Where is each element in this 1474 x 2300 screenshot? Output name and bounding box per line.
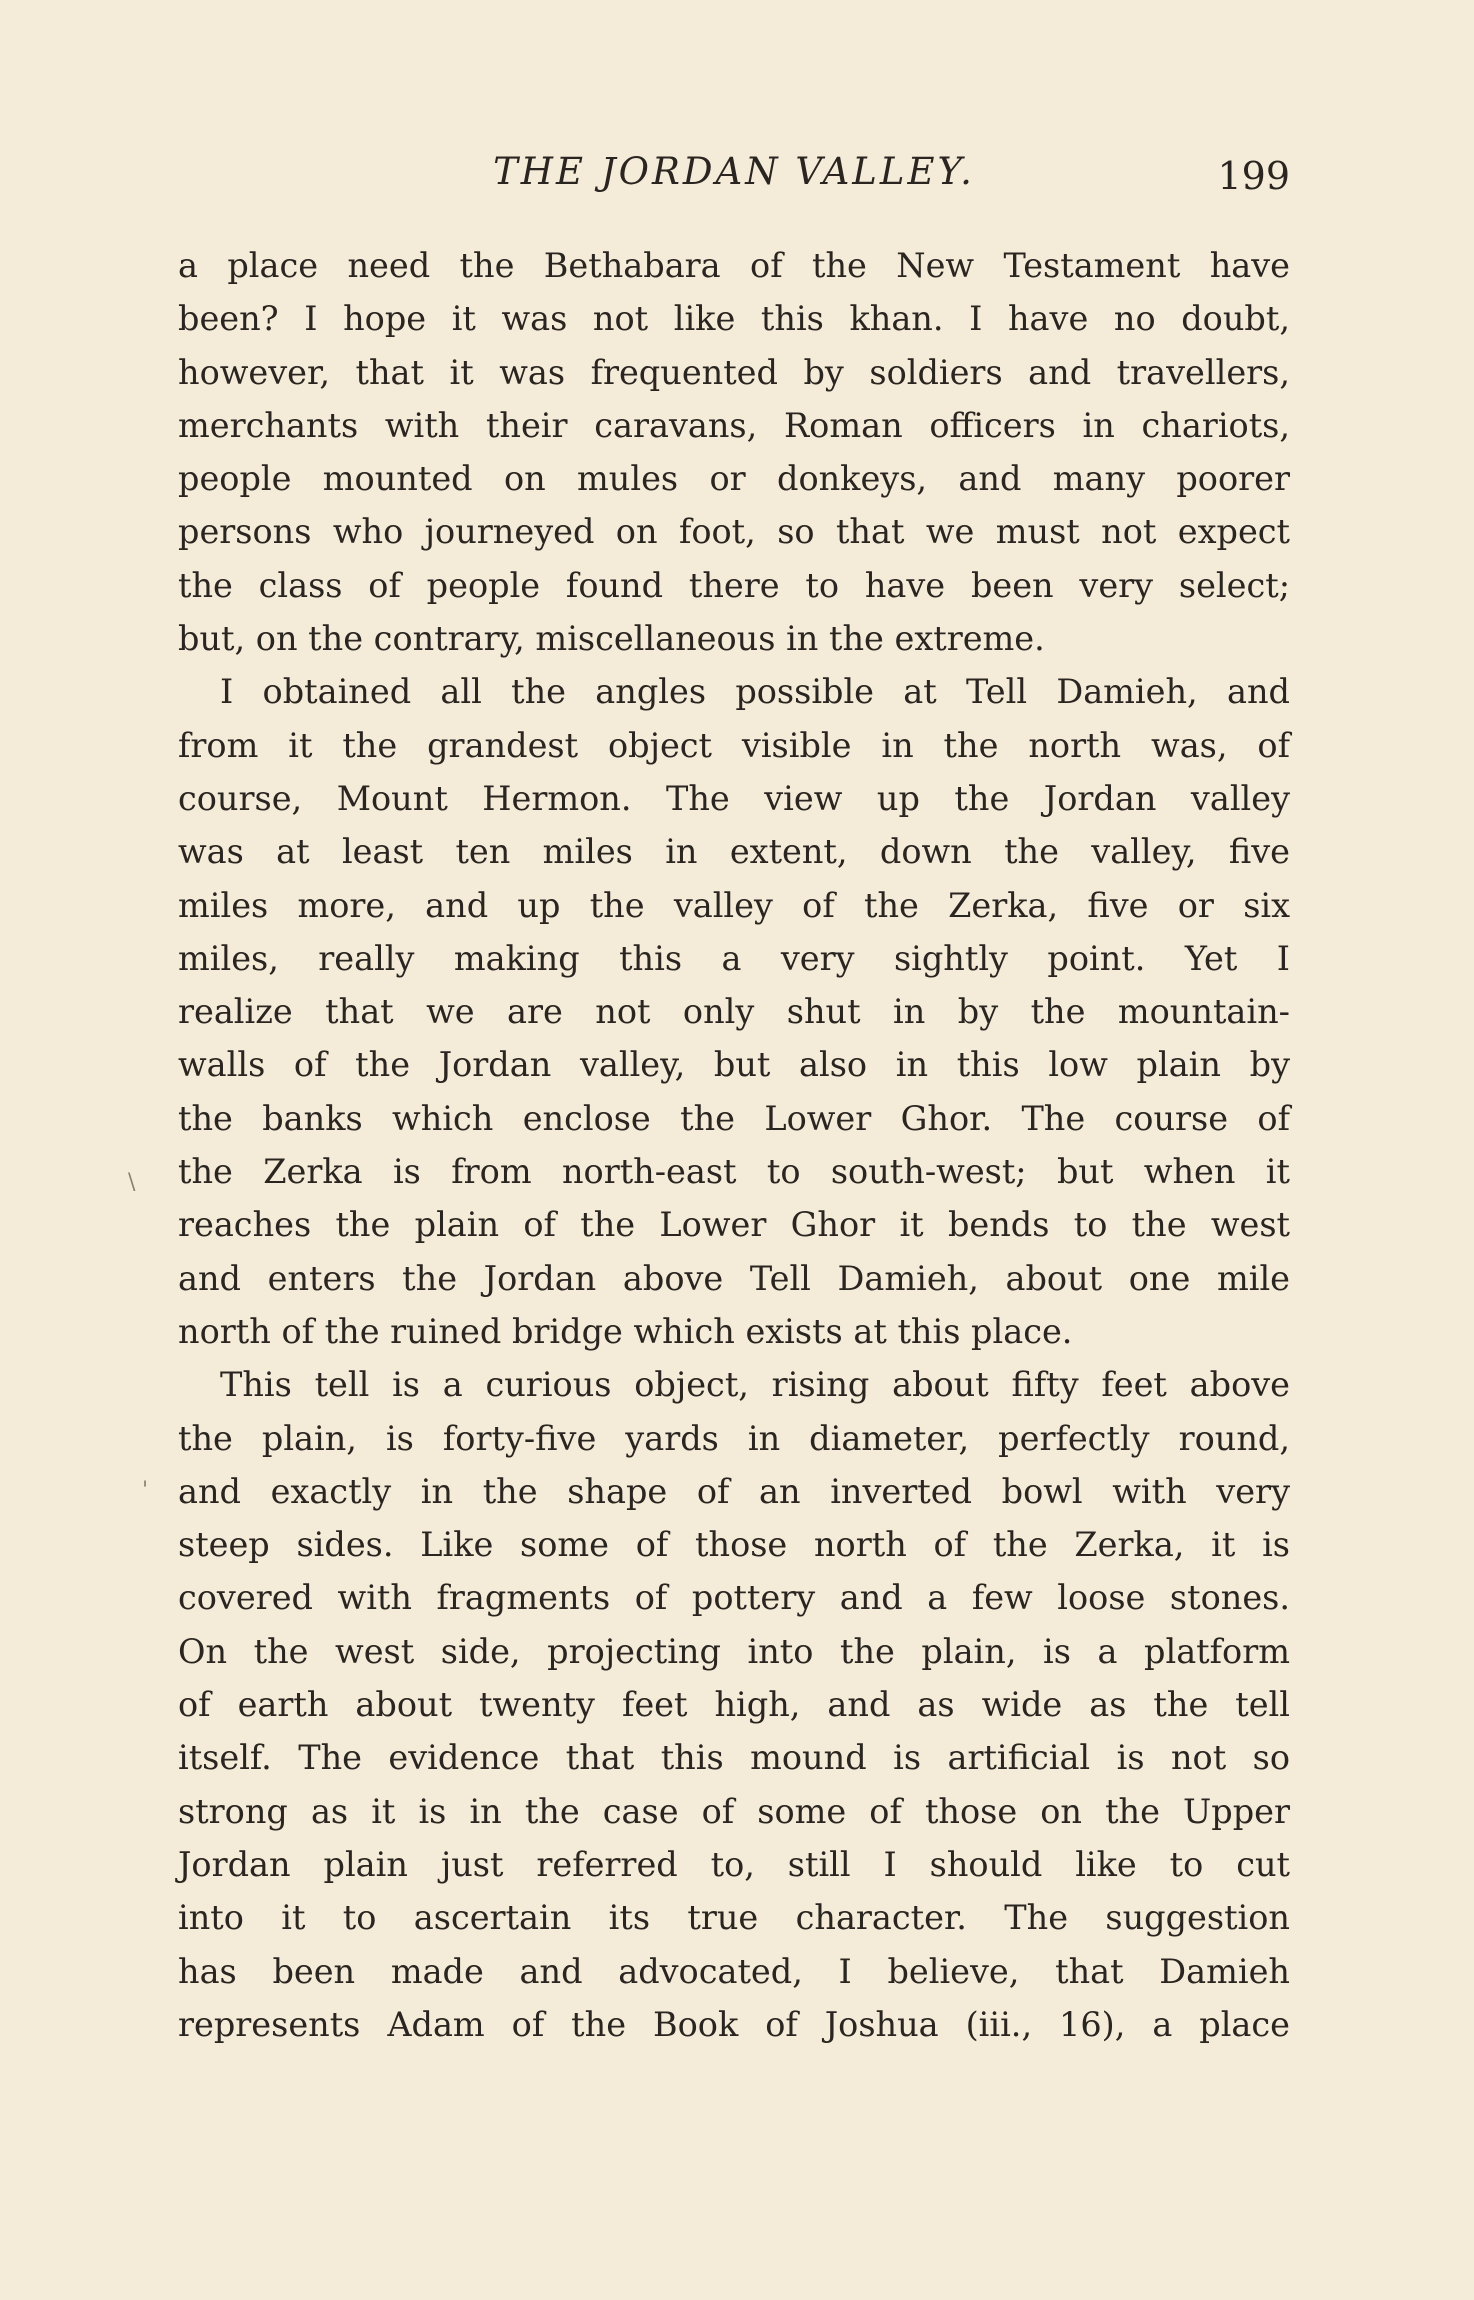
text-line: walls of the Jordan valley, but also in this low plain by [178, 1045, 1290, 1085]
text-line: miles more, and up the valley of the Zerka, five or six [178, 885, 1290, 925]
text-line: represents Adam of the Book of Joshua (iii., 16), a place [178, 2004, 1290, 2044]
text-line: people mounted on mules or donkeys, and many poorer [178, 459, 1290, 499]
text-line: the plain, is forty-five yards in diameter, perfectly round, [178, 1418, 1290, 1458]
margin-tick-mark: \ [128, 1170, 136, 1195]
text-line: reaches the plain of the Lower Ghor it bends to the west [178, 1205, 1290, 1245]
margin-dot-mark: ' [142, 1478, 149, 1503]
text-line: but, on the contrary, miscellaneous in the extreme. [178, 619, 1045, 659]
text-line: of earth about twenty feet high, and as wide as the tell [178, 1685, 1290, 1725]
text-line: strong as it is in the case of some of those on the Upper [178, 1791, 1290, 1831]
text-line: was at least ten miles in extent, down the valley, five [178, 832, 1290, 872]
paragraph-start-line: This tell is a curious object, rising about fifty feet above [220, 1365, 1290, 1405]
text-line: from it the grandest object visible in the north was, of [178, 725, 1290, 765]
text-line: has been made and advocated, I believe, that Damieh [178, 1951, 1290, 1991]
text-line: Jordan plain just referred to, still I should like to cut [178, 1844, 1290, 1884]
running-head [178, 150, 1290, 200]
running-title: THE JORDAN VALLEY. [493, 150, 975, 193]
text-line: into it to ascertain its true character. The suggestion [178, 1898, 1290, 1938]
text-line: and enters the Jordan above Tell Damieh, about one mile [178, 1258, 1290, 1298]
text-line: steep sides. Like some of those north of the Zerka, it is [178, 1525, 1290, 1565]
paragraph-start-line: I obtained all the angles possible at Tell Damieh, and [220, 672, 1290, 712]
text-line: the class of people found there to have been very select; [178, 565, 1290, 605]
body-text [178, 239, 1290, 2051]
text-line: however, that it was frequented by soldiers and travellers, [178, 352, 1290, 392]
text-line: On the west side, projecting into the plain, is a platform [178, 1631, 1290, 1671]
text-line: been? I hope it was not like this khan. I have no doubt, [178, 299, 1290, 339]
text-line: a place need the Bethabara of the New Testament have [178, 246, 1290, 285]
text-line: realize that we are not only shut in by the mountain- [178, 992, 1290, 1032]
page-number: 199 [1217, 154, 1290, 198]
text-line: course, Mount Hermon. The view up the Jordan valley [178, 778, 1290, 818]
text-line: north of the ruined bridge which exists at this place. [178, 1311, 1073, 1351]
text-line: merchants with their caravans, Roman officers in chariots, [178, 405, 1290, 445]
text-line: the Zerka is from north-east to south-west; but when it [178, 1152, 1290, 1192]
text-line: itself. The evidence that this mound is artificial is not so [178, 1738, 1290, 1778]
text-line: miles, really making this a very sightly point. Yet I [178, 938, 1290, 978]
text-line: and exactly in the shape of an inverted bowl with very [178, 1471, 1290, 1511]
text-line: the banks which enclose the Lower Ghor. The course of [178, 1098, 1290, 1138]
text-line: covered with fragments of pottery and a few loose stones. [178, 1578, 1290, 1618]
text-line: persons who journeyed on foot, so that we must not expect [178, 512, 1290, 552]
